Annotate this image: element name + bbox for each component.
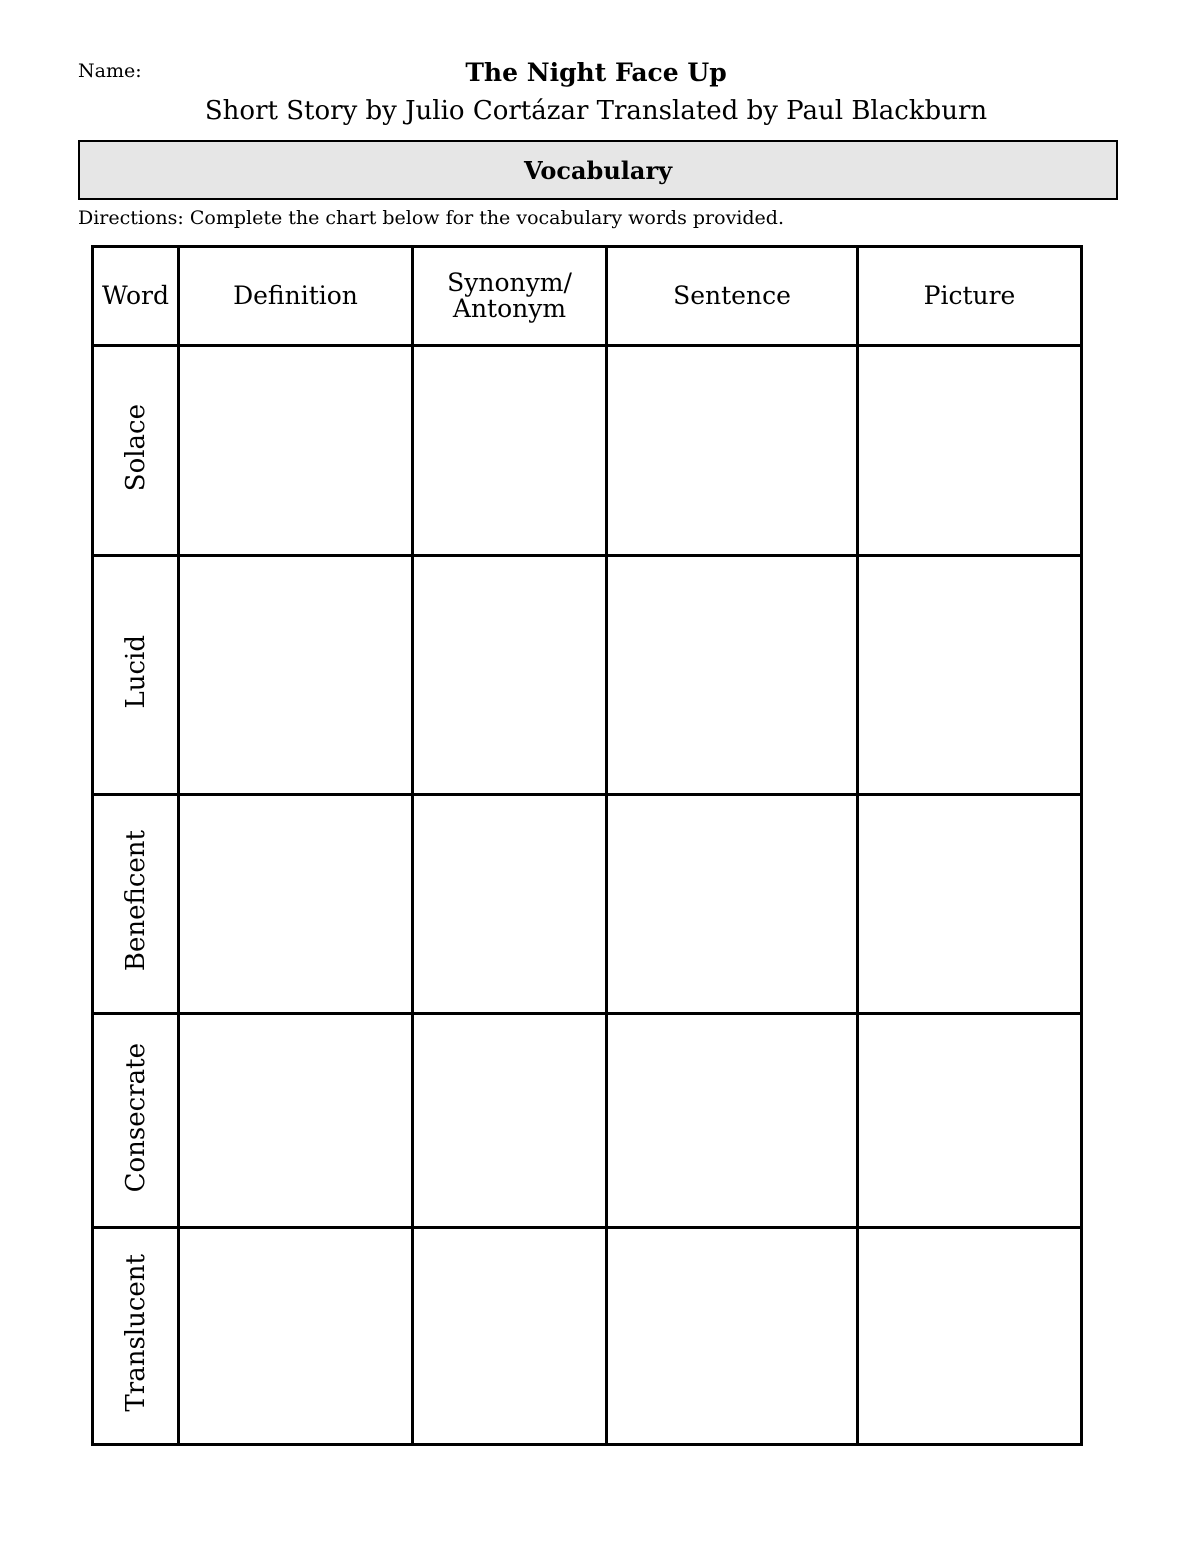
sentence-cell[interactable]	[607, 1014, 858, 1228]
vocabulary-banner-label: Vocabulary	[523, 155, 673, 185]
word-cell	[93, 1014, 179, 1228]
synonym-antonym-cell[interactable]	[413, 556, 607, 795]
definition-cell[interactable]	[179, 346, 413, 556]
column-header-word: Word	[93, 247, 179, 346]
synonym-antonym-cell[interactable]	[413, 795, 607, 1014]
word-cell	[93, 346, 179, 556]
definition-cell[interactable]	[179, 795, 413, 1014]
vocabulary-banner	[78, 140, 1118, 200]
column-header-sentence: Sentence	[607, 247, 858, 346]
picture-cell[interactable]	[858, 346, 1082, 556]
word-label: Lucid	[120, 635, 151, 709]
worksheet-title: The Night Face Up	[465, 58, 727, 87]
directions-text: Directions: Complete the chart below for the vocabulary words provided.	[78, 207, 784, 229]
table-row	[93, 556, 1082, 795]
picture-cell[interactable]	[858, 556, 1082, 795]
picture-cell[interactable]	[858, 1014, 1082, 1228]
table-row	[93, 1014, 1082, 1228]
vocabulary-chart	[91, 245, 1083, 1446]
word-label: Translucent	[120, 1254, 151, 1412]
word-cell	[93, 556, 179, 795]
synonym-antonym-cell[interactable]	[413, 1014, 607, 1228]
word-cell	[93, 1228, 179, 1445]
sentence-cell[interactable]	[607, 795, 858, 1014]
column-header-definition: Definition	[179, 247, 413, 346]
word-label: Consecrate	[120, 1042, 151, 1193]
column-header-synonym-antonym	[413, 247, 607, 346]
header-row	[93, 247, 1082, 346]
worksheet-subtitle: Short Story by Julio Cortázar Translated by Paul Blackburn	[204, 96, 988, 126]
picture-cell[interactable]	[858, 1228, 1082, 1445]
sentence-cell[interactable]	[607, 346, 858, 556]
word-label: Beneficent	[120, 830, 151, 972]
synonym-antonym-cell[interactable]	[413, 1228, 607, 1445]
name-label: Name:	[78, 60, 142, 82]
word-label: Solace	[120, 403, 151, 492]
sentence-cell[interactable]	[607, 556, 858, 795]
picture-cell[interactable]	[858, 795, 1082, 1014]
synonym-antonym-cell[interactable]	[413, 346, 607, 556]
definition-cell[interactable]	[179, 1228, 413, 1445]
table-row	[93, 1228, 1082, 1445]
definition-cell[interactable]	[179, 1014, 413, 1228]
column-header-picture: Picture	[858, 247, 1082, 346]
synonym-antonym-label: Synonym/ Antonym	[447, 267, 572, 323]
word-cell	[93, 795, 179, 1014]
table-row	[93, 795, 1082, 1014]
table-row	[93, 346, 1082, 556]
definition-cell[interactable]	[179, 556, 413, 795]
sentence-cell[interactable]	[607, 1228, 858, 1445]
